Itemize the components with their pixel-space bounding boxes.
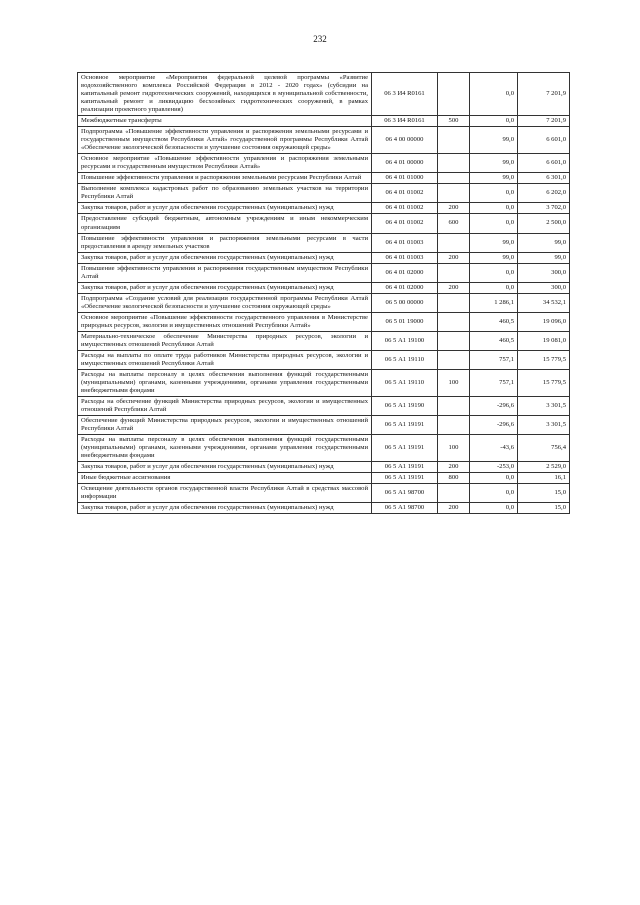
table-row <box>78 293 570 312</box>
row-amount-total-cell: 3 301,5 <box>518 416 570 435</box>
row-expense-type-cell <box>438 416 470 435</box>
table-row <box>78 416 570 435</box>
row-code-cell: 06 5 А1 19191 <box>372 416 438 435</box>
table-row <box>78 116 570 127</box>
table-row <box>78 350 570 369</box>
row-amount-change-cell: 0,0 <box>470 116 518 127</box>
row-amount-change-cell: 1 286,1 <box>470 293 518 312</box>
row-amount-total-cell: 6 202,0 <box>518 184 570 203</box>
row-expense-type-cell: 200 <box>438 252 470 263</box>
row-amount-change-cell: 99,0 <box>470 154 518 173</box>
row-name-cell: Основное мероприятие «Повышение эффективности управления и распоряжения земельными ресурсами и государственным имуществом Республики Алтай» <box>78 154 372 173</box>
row-amount-total-cell: 15,0 <box>518 503 570 514</box>
table-row <box>78 435 570 462</box>
table-row <box>78 473 570 484</box>
row-code-cell: 06 5 А1 98700 <box>372 503 438 514</box>
table-row <box>78 369 570 396</box>
row-name-cell: Закупка товаров, работ и услуг для обеспечения государственных (муниципальных) нужд <box>78 282 372 293</box>
row-amount-change-cell: 0,0 <box>470 73 518 116</box>
row-code-cell: 06 4 01 01003 <box>372 252 438 263</box>
row-amount-total-cell: 16,1 <box>518 473 570 484</box>
row-amount-total-cell: 6 301,0 <box>518 173 570 184</box>
row-code-cell: 06 4 01 01000 <box>372 173 438 184</box>
table-row <box>78 203 570 214</box>
row-expense-type-cell <box>438 184 470 203</box>
row-amount-total-cell: 7 201,9 <box>518 73 570 116</box>
row-name-cell: Выполнение комплекса кадастровых работ по образованию земельных участков на территории Республики Алтай <box>78 184 372 203</box>
row-amount-total-cell: 7 201,9 <box>518 116 570 127</box>
row-name-cell: Обеспечение функций Министерства природных ресурсов, экологии и имущественных отношений Республики Алтай <box>78 416 372 435</box>
table-row <box>78 252 570 263</box>
row-expense-type-cell: 200 <box>438 462 470 473</box>
row-amount-total-cell: 19 081,0 <box>518 331 570 350</box>
row-amount-change-cell: 757,1 <box>470 350 518 369</box>
row-amount-change-cell: 0,0 <box>470 184 518 203</box>
row-expense-type-cell <box>438 154 470 173</box>
row-expense-type-cell <box>438 233 470 252</box>
row-expense-type-cell: 100 <box>438 369 470 396</box>
row-name-cell: Основное мероприятие «Мероприятия федеральной целевой программы «Развитие водохозяйственного комплекса Российской Федерации в 2012 - 2020 годах» (субсидии на капитальный ремонт гидротехнических сооружений, находящихся в муниципальной собственности, капитальный ремонт и ликвидацию бесхозяйных гидротехнических сооружений, в рамках реализации проектного управления) <box>78 73 372 116</box>
row-code-cell: 06 4 01 01002 <box>372 184 438 203</box>
row-code-cell: 06 4 01 01003 <box>372 233 438 252</box>
row-amount-change-cell: 0,0 <box>470 214 518 233</box>
row-amount-change-cell: 460,5 <box>470 312 518 331</box>
row-amount-change-cell: 0,0 <box>470 203 518 214</box>
row-expense-type-cell <box>438 263 470 282</box>
row-name-cell: Повышение эффективности управления и распоряжения государственным имуществом Республики Алтай <box>78 263 372 282</box>
table-row <box>78 397 570 416</box>
row-amount-total-cell: 15 779,5 <box>518 350 570 369</box>
row-code-cell: 06 4 01 00000 <box>372 154 438 173</box>
budget-table-body <box>78 73 570 514</box>
row-code-cell: 06 5 00 00000 <box>372 293 438 312</box>
row-code-cell: 06 5 А1 19191 <box>372 473 438 484</box>
row-amount-total-cell: 15 779,5 <box>518 369 570 396</box>
row-name-cell: Расходы на выплаты персоналу в целях обеспечения выполнения функций государственными (муниципальными) органами, казенными учреждениями, органами управления государственными внебюджетными фондами <box>78 369 372 396</box>
table-row <box>78 184 570 203</box>
row-code-cell: 06 5 А1 98700 <box>372 484 438 503</box>
row-amount-total-cell: 34 532,1 <box>518 293 570 312</box>
row-code-cell: 06 5 А1 19100 <box>372 331 438 350</box>
row-code-cell: 06 4 01 01002 <box>372 203 438 214</box>
row-amount-total-cell: 6 601,0 <box>518 154 570 173</box>
row-code-cell: 06 5 А1 19110 <box>372 350 438 369</box>
row-amount-change-cell: 99,0 <box>470 233 518 252</box>
row-code-cell: 06 5 А1 19190 <box>372 397 438 416</box>
row-name-cell: Материально-техническое обеспечение Министерства природных ресурсов, экологии и имущественных отношений Республики Алтай <box>78 331 372 350</box>
row-amount-total-cell: 300,0 <box>518 263 570 282</box>
row-amount-total-cell: 300,0 <box>518 282 570 293</box>
row-name-cell: Закупка товаров, работ и услуг для обеспечения государственных (муниципальных) нужд <box>78 462 372 473</box>
table-row <box>78 263 570 282</box>
row-amount-total-cell: 3 702,0 <box>518 203 570 214</box>
row-expense-type-cell <box>438 127 470 154</box>
table-row <box>78 127 570 154</box>
row-name-cell: Расходы на выплаты по оплате труда работников Министерства природных ресурсов, экологии и имущественных отношений Республики Алтай <box>78 350 372 369</box>
row-code-cell: 06 4 00 00000 <box>372 127 438 154</box>
row-expense-type-cell: 200 <box>438 203 470 214</box>
row-code-cell: 06 4 01 02000 <box>372 263 438 282</box>
row-expense-type-cell: 500 <box>438 116 470 127</box>
table-row <box>78 233 570 252</box>
table-row <box>78 462 570 473</box>
row-expense-type-cell: 200 <box>438 503 470 514</box>
row-amount-change-cell: 460,5 <box>470 331 518 350</box>
table-row <box>78 282 570 293</box>
row-amount-total-cell: 2 529,0 <box>518 462 570 473</box>
row-expense-type-cell <box>438 331 470 350</box>
row-amount-change-cell: 0,0 <box>470 503 518 514</box>
row-name-cell: Расходы на выплаты персоналу в целях обеспечения выполнения функций государственными (муниципальными) органами, казенными учреждениями, органами управления государственными внебюджетными фондами <box>78 435 372 462</box>
row-amount-change-cell: -296,6 <box>470 397 518 416</box>
row-amount-change-cell: 0,0 <box>470 282 518 293</box>
row-name-cell: Повышение эффективности управления и распоряжения земельными ресурсами Республики Алтай <box>78 173 372 184</box>
row-amount-total-cell: 99,0 <box>518 233 570 252</box>
row-name-cell: Закупка товаров, работ и услуг для обеспечения государственных (муниципальных) нужд <box>78 203 372 214</box>
row-expense-type-cell <box>438 73 470 116</box>
row-code-cell: 06 5 01 19000 <box>372 312 438 331</box>
row-name-cell: Закупка товаров, работ и услуг для обеспечения государственных (муниципальных) нужд <box>78 503 372 514</box>
table-row <box>78 503 570 514</box>
row-amount-change-cell: 757,1 <box>470 369 518 396</box>
row-amount-total-cell: 3 301,5 <box>518 397 570 416</box>
budget-table <box>77 72 570 514</box>
row-code-cell: 06 5 А1 19191 <box>372 435 438 462</box>
row-name-cell: Освещение деятельности органов государственной власти Республики Алтай в средствах массовой информации <box>78 484 372 503</box>
row-amount-change-cell: -296,6 <box>470 416 518 435</box>
row-amount-change-cell: 99,0 <box>470 252 518 263</box>
row-expense-type-cell <box>438 397 470 416</box>
row-amount-change-cell: 0,0 <box>470 473 518 484</box>
row-code-cell: 06 4 01 01002 <box>372 214 438 233</box>
row-amount-total-cell: 19 096,0 <box>518 312 570 331</box>
page-number: 232 <box>313 34 327 44</box>
row-name-cell: Закупка товаров, работ и услуг для обеспечения государственных (муниципальных) нужд <box>78 252 372 263</box>
row-amount-change-cell: 0,0 <box>470 484 518 503</box>
table-row <box>78 484 570 503</box>
row-name-cell: Подпрограмма «Создание условий для реализации государственной программы Республики Алтай «Обеспечение экологической безопасности и улучшение состояния окружающей среды» <box>78 293 372 312</box>
row-amount-total-cell: 99,0 <box>518 252 570 263</box>
row-expense-type-cell <box>438 173 470 184</box>
row-name-cell: Иные бюджетные ассигнования <box>78 473 372 484</box>
row-name-cell: Подпрограмма «Повышение эффективности управления и распоряжения земельными ресурсами и государственным имуществом Республики Алтай» государственной программы Республики Алтай «Обеспечение экологической безопасности и улучшение состояния окружающей среды» <box>78 127 372 154</box>
row-code-cell: 06 3 И4 R0161 <box>372 73 438 116</box>
row-code-cell: 06 4 01 02000 <box>372 282 438 293</box>
table-row <box>78 312 570 331</box>
row-name-cell: Предоставление субсидий бюджетным, автономным учреждениям и иным некоммерческим организациям <box>78 214 372 233</box>
row-amount-change-cell: 99,0 <box>470 173 518 184</box>
table-row <box>78 73 570 116</box>
row-amount-total-cell: 2 500,0 <box>518 214 570 233</box>
row-amount-total-cell: 6 601,0 <box>518 127 570 154</box>
row-expense-type-cell <box>438 350 470 369</box>
row-expense-type-cell: 800 <box>438 473 470 484</box>
row-name-cell: Расходы на обеспечение функций Министерства природных ресурсов, экологии и имущественных отношений Республики Алтай <box>78 397 372 416</box>
row-code-cell: 06 3 И4 R0161 <box>372 116 438 127</box>
row-amount-change-cell: 99,0 <box>470 127 518 154</box>
row-expense-type-cell <box>438 293 470 312</box>
table-row <box>78 331 570 350</box>
row-amount-change-cell: 0,0 <box>470 263 518 282</box>
table-row <box>78 214 570 233</box>
row-amount-total-cell: 756,4 <box>518 435 570 462</box>
row-code-cell: 06 5 А1 19110 <box>372 369 438 396</box>
row-expense-type-cell: 200 <box>438 282 470 293</box>
row-expense-type-cell <box>438 484 470 503</box>
row-code-cell: 06 5 А1 19191 <box>372 462 438 473</box>
row-name-cell: Межбюджетные трансферты <box>78 116 372 127</box>
row-amount-change-cell: -253,0 <box>470 462 518 473</box>
row-expense-type-cell: 100 <box>438 435 470 462</box>
table-row <box>78 154 570 173</box>
row-amount-total-cell: 15,0 <box>518 484 570 503</box>
row-amount-change-cell: -43,6 <box>470 435 518 462</box>
table-row <box>78 173 570 184</box>
row-expense-type-cell <box>438 312 470 331</box>
row-name-cell: Основное мероприятие «Повышение эффективности государственного управления в Министерстве природных ресурсов, экологии и имущественных отношений Республики Алтай» <box>78 312 372 331</box>
row-name-cell: Повышение эффективности управления и распоряжения земельными ресурсами в части предоставления в аренду земельных участков <box>78 233 372 252</box>
row-expense-type-cell: 600 <box>438 214 470 233</box>
